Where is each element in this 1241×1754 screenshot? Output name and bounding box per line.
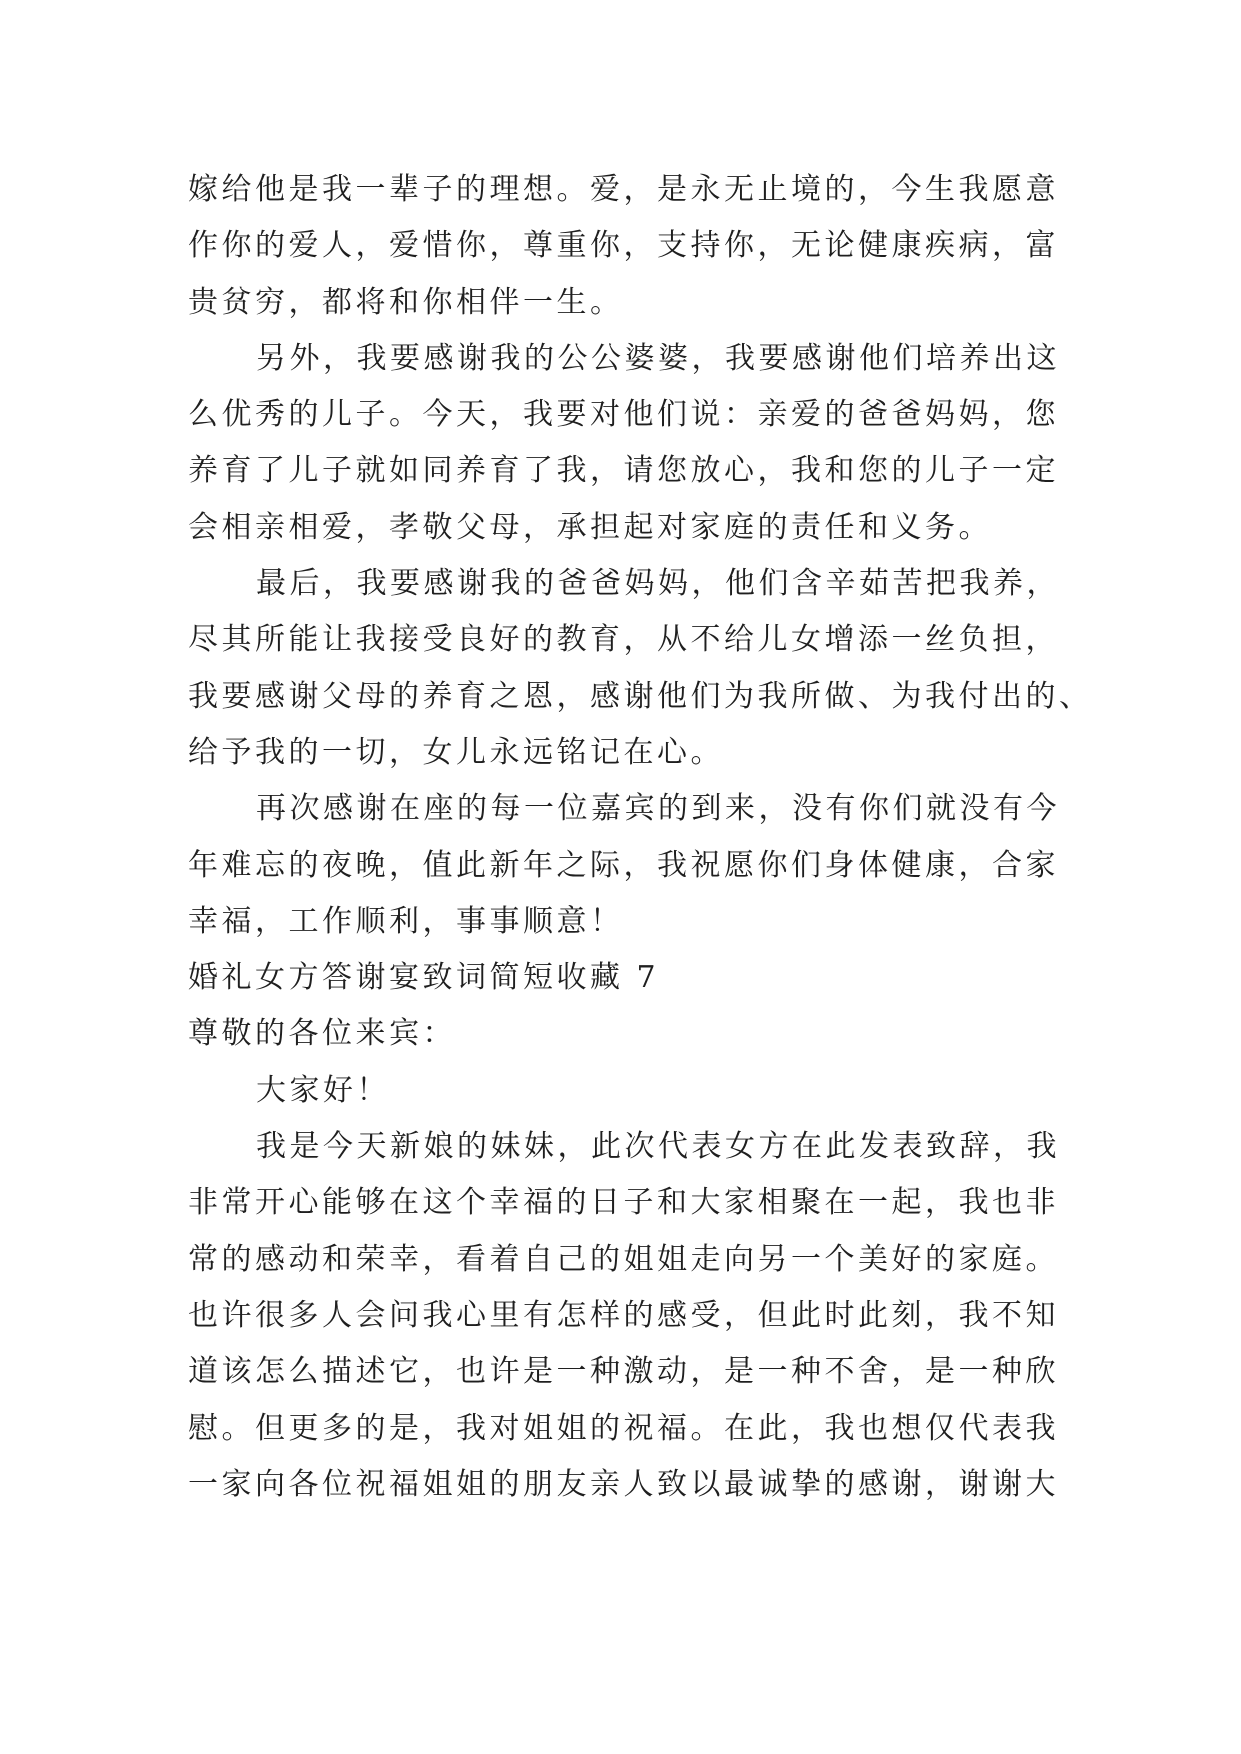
greeting: 大家好！ <box>256 1072 390 1108</box>
text-line: 给予我的一切，女儿永远铭记在心。 <box>188 734 724 770</box>
text-line: 一家向各位祝福姐姐的朋友亲人致以最诚挚的感谢，谢谢大 <box>188 1466 1059 1502</box>
text-line: 幸福，工作顺利，事事顺意！ <box>188 903 624 939</box>
text-line: 嫁给他是我一辈子的理想。爱，是永无止境的，今生我愿意 <box>188 172 1059 207</box>
text-line: 慰。但更多的是，我对姐姐的祝福。在此，我也想仅代表我 <box>188 1410 1059 1446</box>
text-line: 非常开心能够在这个幸福的日子和大家相聚在一起，我也非 <box>188 1185 1059 1221</box>
text-line: 道该怎么描述它，也许是一种激动，是一种不舍，是一种欣 <box>188 1354 1059 1390</box>
text-line: 会相亲相爱，孝敬父母，承担起对家庭的责任和义务。 <box>188 509 992 545</box>
text-line: 么优秀的儿子。今天，我要对他们说：亲爱的爸爸妈妈，您 <box>188 397 1059 433</box>
text-line: 最后，我要感谢我的爸爸妈妈，他们含辛茹苦把我养， <box>256 566 1060 602</box>
text-line: 作你的爱人，爱惜你，尊重你，支持你，无论健康疾病，富 <box>188 228 1059 264</box>
text-line: 我是今天新娘的妹妹，此次代表女方在此发表致辞，我 <box>256 1129 1060 1165</box>
text-line: 也许很多人会问我心里有怎样的感受，但此时此刻，我不知 <box>188 1297 1059 1333</box>
text-line: 常的感动和荣幸，看着自己的姐姐走向另一个美好的家庭。 <box>188 1241 1059 1277</box>
text-line: 年难忘的夜晚，值此新年之际，我祝愿你们身体健康，合家 <box>188 847 1059 883</box>
salutation: 尊敬的各位来宾： <box>188 1016 456 1052</box>
text-line: 另外，我要感谢我的公公婆婆，我要感谢他们培养出这 <box>256 340 1060 376</box>
text-line: 贵贫穷，都将和你相伴一生。 <box>188 284 624 320</box>
section-heading: 婚礼女方答谢宴致词简短收藏 7 <box>188 960 660 996</box>
text-line: 养育了儿子就如同养育了我，请您放心，我和您的儿子一定 <box>188 453 1059 489</box>
text-line: 尽其所能让我接受良好的教育，从不给儿女增添一丝负担， <box>188 622 1059 658</box>
text-line: 我要感谢父母的养育之恩，感谢他们为我所做、为我付出的、 <box>188 678 1093 714</box>
document-body <box>188 162 1093 1513</box>
text-line: 再次感谢在座的每一位嘉宾的到来，没有你们就没有今 <box>256 791 1060 827</box>
